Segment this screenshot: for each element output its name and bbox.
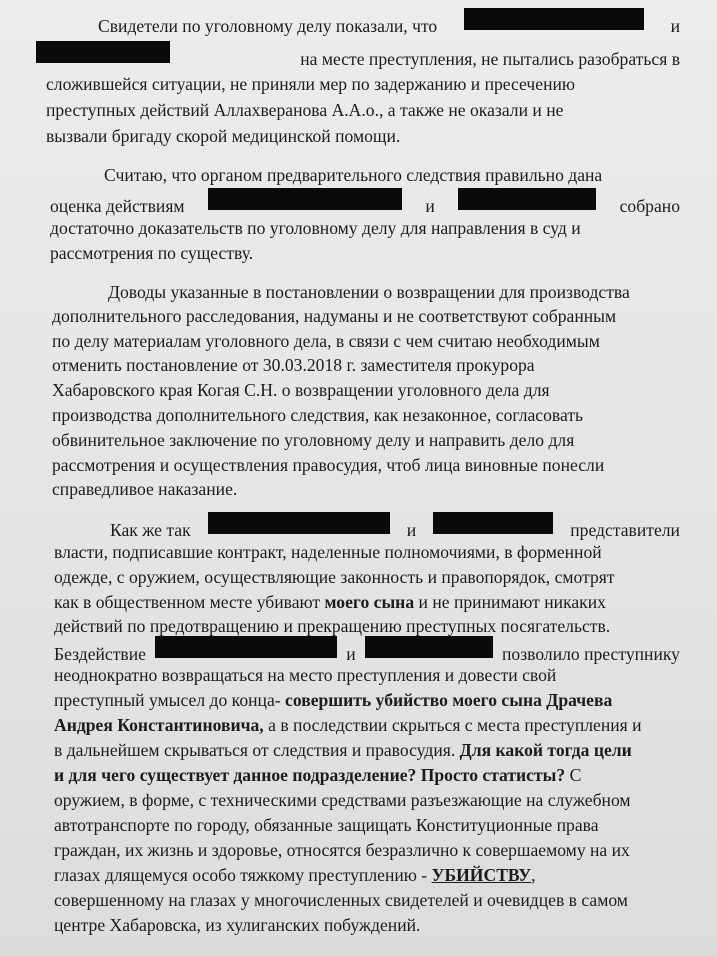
text-line — [54, 713, 642, 737]
redaction-bar — [155, 636, 337, 658]
redaction-bar — [458, 188, 596, 210]
text-fragment-bold: совершить убийство моего сына Драчева — [285, 690, 613, 710]
text-fragment: власти, подписавшие контракт, наделенные полномочиями, в форменной — [54, 542, 602, 562]
text-fragment: С — [569, 765, 582, 785]
text-fragment: отменить постановление от 30.03.2018 г. заместителя прокурора — [52, 355, 535, 375]
text-fragment: дополнительного расследования, надуманы и не соответствуют собранным — [52, 306, 617, 326]
text-line — [54, 888, 628, 912]
text-fragment: на месте преступления, не пытались разобраться в — [300, 49, 680, 69]
text-fragment: глазах длящемуся особо тяжкому преступлению - — [54, 865, 428, 885]
text-fragment: Свидетели по уголовному делу показали, что — [98, 16, 438, 36]
text-fragment: рассмотрения по существу. — [50, 243, 254, 263]
text-fragment: и — [346, 644, 356, 664]
text-line — [54, 540, 602, 564]
redaction-bar — [208, 512, 390, 534]
text-line — [54, 788, 631, 812]
text-line — [52, 428, 574, 452]
text-line — [52, 329, 600, 353]
text-line — [54, 614, 610, 638]
text-fragment: собрано — [619, 196, 680, 216]
text-line — [54, 688, 612, 712]
text-line — [36, 43, 680, 67]
text-fragment-bold: Для какой тогда цели — [459, 740, 632, 760]
redaction-bar — [464, 8, 644, 30]
text-fragment: оружием, в форме, с техническими средствами разъезжающие на служебном — [54, 790, 631, 810]
text-fragment: Считаю, что органом предварительного следствия правильно дана — [104, 165, 603, 185]
text-fragment: и — [670, 16, 680, 36]
text-fragment: граждан, их жизнь и здоровье, относятся безразлично к совершаемому на их — [54, 840, 630, 860]
text-line — [52, 378, 550, 402]
text-fragment: и не принимают никаких — [418, 592, 606, 612]
text-line — [54, 565, 615, 589]
text-fragment-bold: и для чего существует данное подразделение? Просто статисты? — [54, 765, 566, 785]
text-line — [52, 353, 535, 377]
text-fragment: автотранспорте по городу, обязанные защищать Конституционные права — [54, 815, 599, 835]
text-line — [54, 913, 420, 937]
text-fragment: обвинительное заключение по уголовному делу и направить дело для — [52, 430, 575, 450]
redaction-bar — [208, 188, 402, 210]
text-fragment: одежде, с оружием, осуществляющие законность и правопорядок, смотрят — [54, 567, 615, 587]
text-fragment: преступный умысел до конца- — [54, 690, 281, 710]
text-fragment: , — [531, 865, 536, 885]
text-fragment: достаточно доказательств по уголовному делу для направления в суд и — [50, 218, 581, 238]
text-fragment: совершенному на глазах у многочисленных свидетелей и очевидцев в самом — [54, 890, 628, 910]
text-line — [54, 663, 556, 687]
text-line — [54, 838, 630, 862]
text-fragment: вызвали бригаду скорой медицинской помощи. — [46, 126, 401, 146]
text-fragment: позволило преступнику — [502, 644, 680, 664]
text-fragment: неоднократно возвращаться на место преступления и довести свой — [54, 665, 557, 685]
text-fragment: как в общественном месте убивают — [54, 592, 321, 612]
text-line — [110, 514, 680, 538]
text-line — [50, 241, 253, 265]
text-line — [104, 163, 602, 187]
text-fragment: оценка действиям — [50, 196, 185, 216]
text-line — [54, 763, 581, 787]
redaction-bar — [36, 41, 170, 63]
text-fragment: Как же так — [110, 520, 191, 540]
text-line — [52, 453, 604, 477]
text-line — [46, 124, 400, 148]
text-fragment: представители — [570, 520, 680, 540]
text-line — [54, 813, 599, 837]
text-fragment: Хабаровского края Когая С.Н. о возвращении уголовного дела для — [52, 380, 550, 400]
text-fragment: преступных действий Аллахверанова А.А.о., а также не оказали и не — [46, 100, 564, 120]
text-line — [52, 304, 616, 328]
text-fragment: и — [406, 520, 417, 540]
text-fragment: справедливое наказание. — [52, 479, 238, 499]
text-fragment: Бездействие — [54, 644, 146, 664]
text-fragment-bold: Андрея Константиновича, — [54, 715, 264, 735]
text-fragment: в дальнейшем скрываться от следствия и правосудия. — [54, 740, 456, 760]
text-fragment: рассмотрения и осуществления правосудия, чтоб лица виновные понесли — [52, 455, 605, 475]
text-fragment: центре Хабаровска, из хулиганских побуждений. — [54, 915, 421, 935]
text-line — [98, 10, 680, 34]
text-fragment: и — [425, 196, 435, 216]
text-line — [52, 477, 237, 501]
text-fragment: Доводы указанные в постановлении о возвращении для производства — [108, 282, 630, 302]
text-fragment-bold-underline: УБИЙСТВУ — [431, 865, 532, 885]
redaction-bar — [433, 512, 553, 534]
text-line — [108, 280, 630, 304]
text-fragment-bold: моего сына — [324, 592, 415, 612]
text-fragment: сложившейся ситуации, не приняли мер по задержанию и пресечению — [46, 74, 576, 94]
text-line — [54, 590, 606, 614]
text-line — [50, 216, 581, 240]
text-fragment: а в последствии скрыться с места преступления и — [268, 715, 642, 735]
text-line — [46, 98, 680, 122]
text-fragment: производства дополнительного следствия, как незаконное, согласовать — [52, 405, 584, 425]
text-line — [54, 638, 680, 662]
text-fragment: действий по предотвращению и прекращению преступных посягательств. — [54, 616, 611, 636]
text-line — [54, 863, 536, 887]
text-fragment: по делу материалам уголовного дела, в связи с чем считаю необходимым — [52, 331, 600, 351]
text-line — [50, 190, 680, 214]
text-line — [52, 403, 583, 427]
text-line — [54, 738, 632, 762]
redaction-bar — [365, 636, 493, 658]
text-line — [46, 72, 680, 96]
